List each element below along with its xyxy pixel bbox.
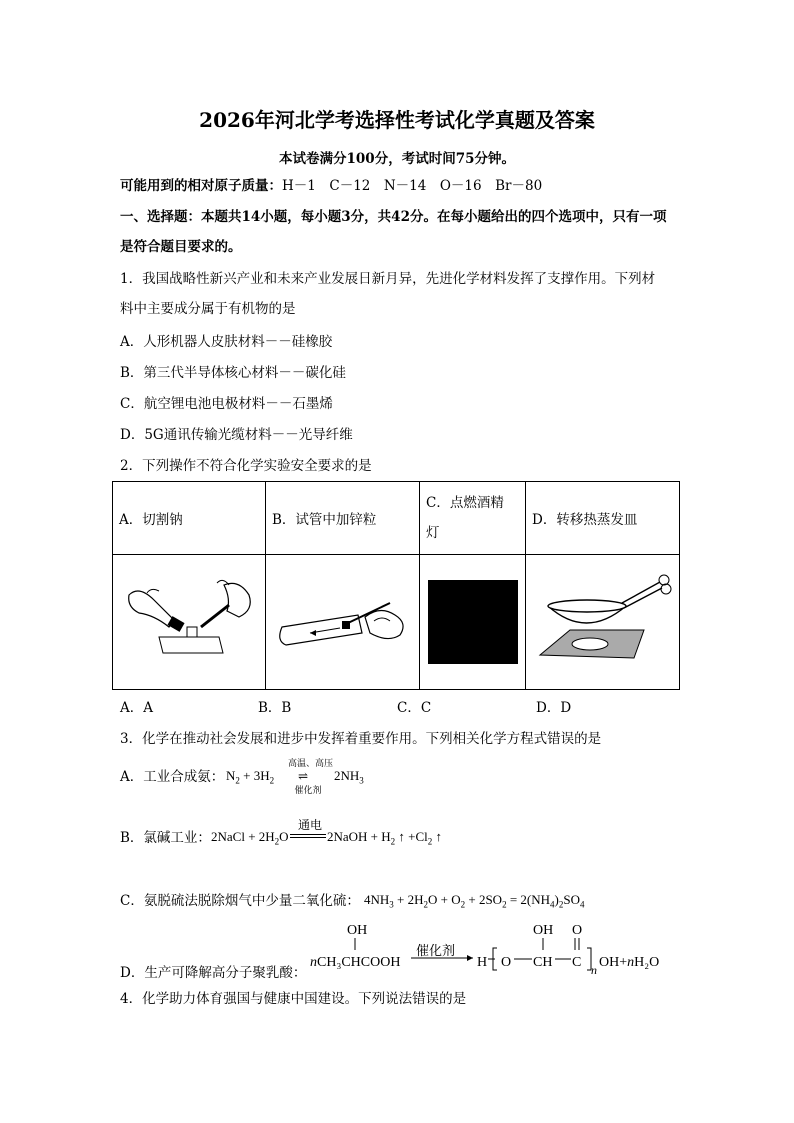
- q2-header-c-line2: 灯: [426, 525, 440, 541]
- q2-header-d: D．转移热蒸发皿: [526, 482, 680, 555]
- q3-stem: 3．化学在推动社会发展和进步中发挥着重要作用。下列相关化学方程式错误的是: [120, 731, 602, 747]
- q2-option-c: C．C: [397, 700, 432, 716]
- q3-option-a-label: A．工业合成氨：: [120, 769, 225, 785]
- q2-image-d: [526, 555, 680, 690]
- moving-hot-evaporating-dish-illustration: [530, 570, 675, 670]
- q2-header-a: A．切割钠: [113, 482, 266, 555]
- svg-text:OH+nH₂O: OH+nH₂O: [599, 955, 660, 970]
- svg-text:O: O: [572, 923, 583, 938]
- q1-option-a: A．人形机器人皮肤材料－－硅橡胶: [120, 334, 333, 350]
- q3-a-condition-top: 高温、高压: [288, 759, 334, 769]
- q2-image-c: [420, 555, 526, 690]
- cutting-sodium-illustration: [119, 575, 259, 665]
- atomic-mass-values: H－1 C－12 N－14 O－16 Br－80: [282, 178, 543, 194]
- svg-text:OH: OH: [347, 923, 368, 938]
- q3-option-d-label: D．生产可降解高分子聚乳酸：: [120, 965, 307, 981]
- adding-zinc-to-tube-illustration: [270, 575, 415, 665]
- q3-option-a-products: $2NH_3$: [334, 768, 364, 786]
- q2-option-b: B．B: [258, 700, 292, 716]
- q4-stem: 4．化学助力体育强国与健康中国建设。下列说法错误的是: [120, 991, 467, 1007]
- svg-text:O: O: [501, 955, 512, 970]
- q2-image-b: [266, 555, 420, 690]
- svg-text:nCH₃CHCOOH: nCH₃CHCOOH: [310, 955, 401, 970]
- q3-option-a-reactants: $N_2 + 3H_2$: [226, 768, 275, 786]
- q2-header-b: B．试管中加锌粒: [266, 482, 420, 555]
- q3-option-c-equation: $4NH_3 + 2H_2O + O_2 + 2SO_2 = 2(NH_4)_2SO_4$: [364, 892, 585, 910]
- q1-stem-line1: 1．我国战略性新兴产业和未来产业发展日新月异，先进化学材料发挥了支撑作用。下列材: [120, 271, 656, 287]
- q3-option-b-reactants: 2NaCl + $2H_2O$: [211, 829, 289, 847]
- svg-text:CH: CH: [533, 955, 553, 970]
- q3-d-condition: 催化剂: [416, 944, 456, 959]
- polylactic-acid-equation: [305, 918, 677, 978]
- q2-option-a: A．A: [120, 700, 153, 716]
- q1-stem-line2: 料中主要成分属于有机物的是: [120, 301, 296, 317]
- equals-sign-icon: [290, 834, 326, 838]
- q2-stem: 2．下列操作不符合化学实验安全要求的是: [120, 458, 372, 474]
- svg-text:C: C: [572, 955, 582, 970]
- svg-text:H: H: [477, 955, 488, 970]
- q3-a-condition-bottom: 催化剂: [294, 786, 322, 796]
- svg-text:n: n: [591, 963, 597, 977]
- q2-options-table: [112, 481, 680, 690]
- section-heading-line2: 是符合题目要求的。: [120, 239, 242, 255]
- lighting-alcohol-lamp-image: [428, 580, 518, 664]
- q3-option-c-label: C．氨脱硫法脱除烟气中少量二氧化硫：: [120, 893, 360, 909]
- q2-header-c: [420, 482, 526, 555]
- q3-b-condition: 通电: [297, 818, 322, 832]
- q3-option-b-products: 2NaOH + $H_2$ ↑ $+Cl_2$ ↑: [327, 829, 443, 847]
- page-title: 2026年河北学考选择性考试化学真题及答案: [199, 108, 595, 132]
- atomic-mass-line: [120, 177, 542, 195]
- q2-option-d: D．D: [536, 700, 572, 716]
- q2-header-c-line1: C．点燃酒精: [426, 495, 504, 511]
- section-heading-line1: 一、选择题：本题共14小题，每小题3分，共42分。在每小题给出的四个选项中，只有一项: [120, 209, 667, 225]
- svg-text:OH: OH: [533, 923, 554, 938]
- reversible-arrow-icon: ⇌: [298, 769, 309, 783]
- q2-image-a: [113, 555, 266, 690]
- exam-info: 本试卷满分100分，考试时间75分钟。: [279, 151, 515, 167]
- atomic-mass-label: 可能用到的相对原子质量：: [120, 178, 282, 194]
- q1-option-d: D．5G通讯传输光缆材料－－光导纤维: [120, 427, 353, 443]
- q1-option-b: B．第三代半导体核心材料－－碳化硅: [120, 365, 346, 381]
- q1-option-c: C．航空锂电池电极材料－－石墨烯: [120, 396, 333, 412]
- q3-option-b-label: B．氯碱工业：: [120, 830, 211, 846]
